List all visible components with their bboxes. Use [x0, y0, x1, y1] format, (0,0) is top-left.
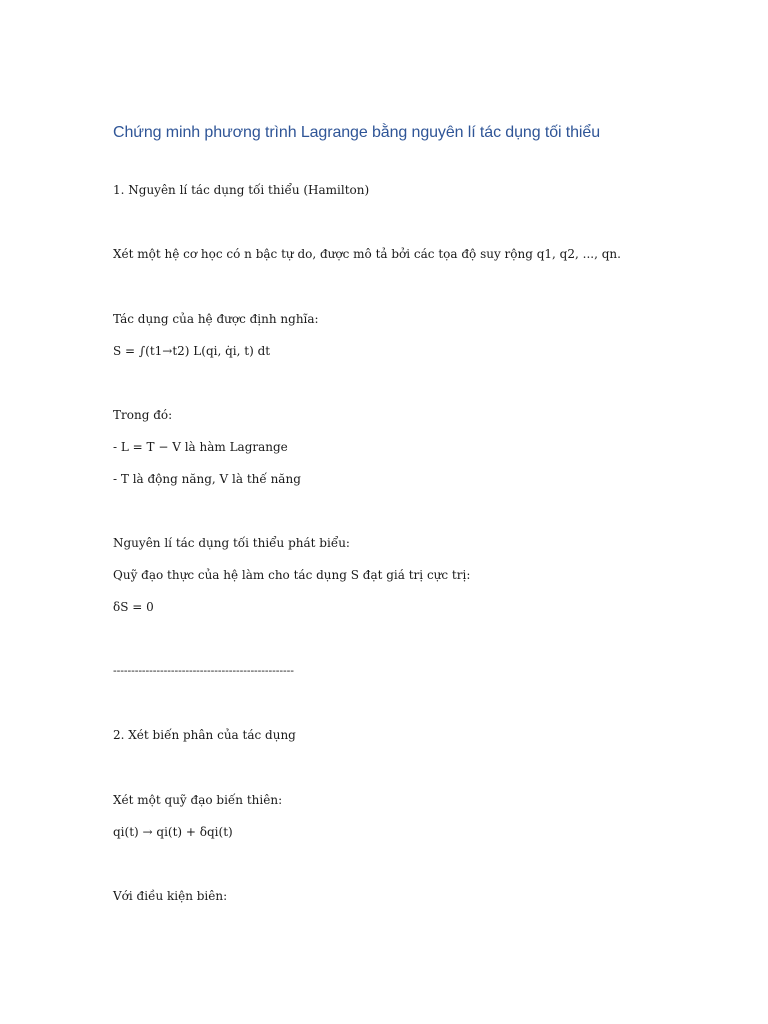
paragraph-text: Với điều kiện biên:: [113, 889, 228, 903]
list-item: - T là động năng, V là thế năng: [113, 472, 301, 486]
document-title: Chứng minh phương trình Lagrange bằng nguyên lí tác dụng tối thiểu: [113, 124, 600, 141]
paragraph-text: Nguyên lí tác dụng tối thiểu phát biểu:: [113, 536, 350, 550]
paragraph-text: Tác dụng của hệ được định nghĩa:: [113, 312, 319, 326]
paragraph-text: Quỹ đạo thực của hệ làm cho tác dụng S đạt giá trị cực trị:: [113, 568, 471, 582]
section-heading-2: 2. Xét biến phân của tác dụng: [113, 728, 296, 742]
formula-delta-s: δS = 0: [113, 600, 154, 614]
paragraph-text: Trong đó:: [113, 408, 173, 422]
paragraph-text: Xét một hệ cơ học có n bậc tự do, được mô tả bởi các tọa độ suy rộng q1, q2, ..., qn.: [113, 247, 621, 261]
formula-action: S = ∫(t1→t2) L(qi, q̇i, t) dt: [113, 344, 271, 358]
formula-variation: qi(t) → qi(t) + δqi(t): [113, 825, 233, 839]
section-heading-1: 1. Nguyên lí tác dụng tối thiểu (Hamilton): [113, 183, 370, 197]
separator-line: --------------------------------------------------: [113, 664, 294, 677]
paragraph-text: Xét một quỹ đạo biến thiên:: [113, 793, 283, 807]
list-item: - L = T − V là hàm Lagrange: [113, 440, 288, 454]
